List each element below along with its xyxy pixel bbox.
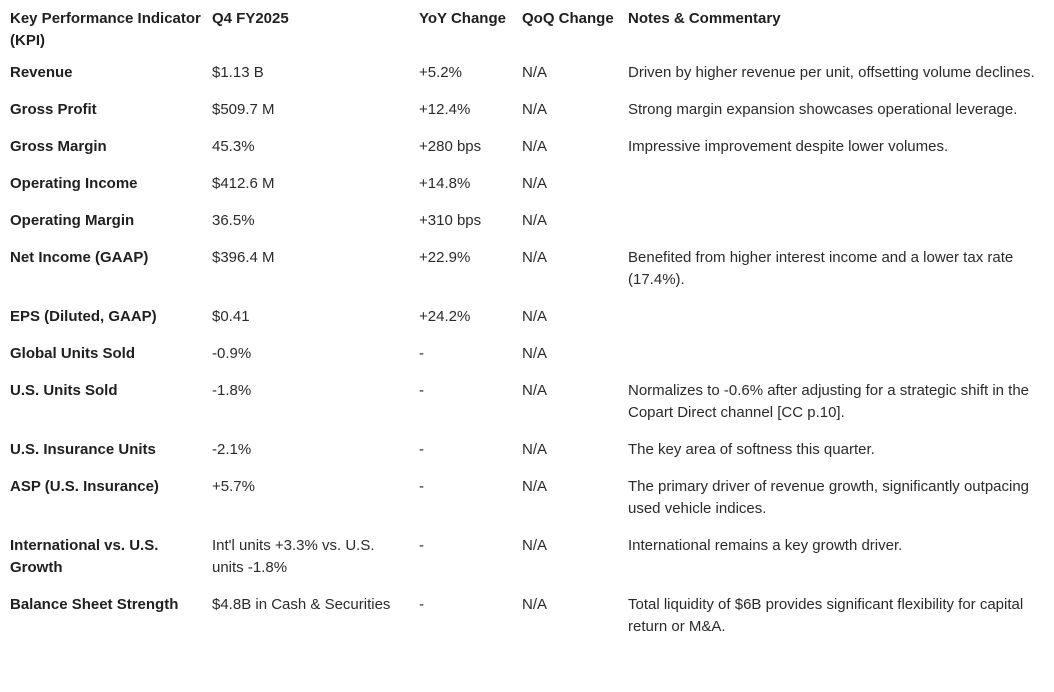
yoy-cell: +280 bps bbox=[419, 138, 482, 155]
header-yoy-change: YoY Change bbox=[419, 10, 506, 27]
kpi-cell: International vs. U.S. Growth bbox=[10, 537, 159, 576]
notes-cell: Impressive improvement despite lower volumes. bbox=[628, 138, 949, 155]
table-row bbox=[0, 241, 1054, 300]
kpi-cell: Balance Sheet Strength bbox=[10, 596, 179, 613]
qoq-cell: N/A bbox=[522, 308, 548, 325]
value-cell: $509.7 M bbox=[212, 101, 275, 118]
value-cell: $4.8B in Cash & Securities bbox=[212, 596, 391, 613]
notes-cell: Total liquidity of $6B provides significant flexibility for capital return or M&A. bbox=[628, 596, 1024, 635]
yoy-cell: +24.2% bbox=[419, 308, 471, 325]
table-row bbox=[0, 130, 1054, 167]
kpi-cell: Operating Margin bbox=[10, 212, 135, 229]
header-notes: Notes & Commentary bbox=[628, 10, 781, 27]
yoy-cell: - bbox=[419, 382, 424, 399]
kpi-cell: Gross Profit bbox=[10, 101, 97, 118]
table-header bbox=[0, 0, 1054, 56]
kpi-cell: U.S. Insurance Units bbox=[10, 441, 156, 458]
kpi-cell: EPS (Diluted, GAAP) bbox=[10, 308, 157, 325]
qoq-cell: N/A bbox=[522, 212, 548, 229]
value-cell: Int'l units +3.3% vs. U.S. units -1.8% bbox=[212, 537, 375, 576]
qoq-cell: N/A bbox=[522, 441, 548, 458]
table-row bbox=[0, 374, 1054, 433]
notes-cell bbox=[618, 337, 1054, 374]
qoq-cell: N/A bbox=[522, 596, 548, 613]
table-row bbox=[0, 433, 1054, 470]
kpi-cell: Gross Margin bbox=[10, 138, 107, 155]
notes-cell bbox=[618, 167, 1054, 204]
table-row bbox=[0, 529, 1054, 588]
notes-cell: Strong margin expansion showcases operational leverage. bbox=[628, 101, 1018, 118]
notes-cell: International remains a key growth driver. bbox=[628, 537, 903, 554]
value-cell: -1.8% bbox=[212, 382, 252, 399]
yoy-cell: +310 bps bbox=[419, 212, 482, 229]
yoy-cell: - bbox=[419, 478, 424, 495]
qoq-cell: N/A bbox=[522, 138, 548, 155]
qoq-cell: N/A bbox=[522, 64, 548, 81]
qoq-cell: N/A bbox=[522, 175, 548, 192]
table-body bbox=[0, 56, 1054, 647]
qoq-cell: N/A bbox=[522, 382, 548, 399]
value-cell: $396.4 M bbox=[212, 249, 275, 266]
table-row bbox=[0, 588, 1054, 647]
value-cell: 45.3% bbox=[212, 138, 255, 155]
qoq-cell: N/A bbox=[522, 537, 548, 554]
qoq-cell: N/A bbox=[522, 345, 548, 362]
qoq-cell: N/A bbox=[522, 101, 548, 118]
value-cell: -2.1% bbox=[212, 441, 252, 458]
kpi-cell: Operating Income bbox=[10, 175, 138, 192]
notes-cell bbox=[618, 204, 1054, 241]
notes-cell bbox=[618, 300, 1054, 337]
qoq-cell: N/A bbox=[522, 249, 548, 266]
value-cell: -0.9% bbox=[212, 345, 252, 362]
header-q4-fy2025: Q4 FY2025 bbox=[212, 10, 289, 27]
header-row bbox=[0, 0, 1054, 56]
kpi-cell: Revenue bbox=[10, 64, 73, 81]
yoy-cell: +22.9% bbox=[419, 249, 471, 266]
table-row bbox=[0, 470, 1054, 529]
notes-cell: Driven by higher revenue per unit, offsetting volume declines. bbox=[628, 64, 1035, 81]
yoy-cell: - bbox=[419, 596, 424, 613]
table-row bbox=[0, 167, 1054, 204]
table-row bbox=[0, 93, 1054, 130]
kpi-cell: Net Income (GAAP) bbox=[10, 249, 149, 266]
yoy-cell: +12.4% bbox=[419, 101, 471, 118]
notes-cell: Benefited from higher interest income and a lower tax rate (17.4%). bbox=[628, 249, 1014, 288]
table-row bbox=[0, 337, 1054, 374]
value-cell: $1.13 B bbox=[212, 64, 264, 81]
kpi-cell: Global Units Sold bbox=[10, 345, 136, 362]
table-row bbox=[0, 300, 1054, 337]
table-row bbox=[0, 56, 1054, 93]
notes-cell: The key area of softness this quarter. bbox=[628, 441, 875, 458]
notes-cell: Normalizes to -0.6% after adjusting for a strategic shift in the Copart Direct channel [CC p.10]. bbox=[628, 382, 1030, 421]
table-row bbox=[0, 204, 1054, 241]
yoy-cell: +14.8% bbox=[419, 175, 471, 192]
notes-cell: The primary driver of revenue growth, significantly outpacing used vehicle indices. bbox=[628, 478, 1030, 517]
kpi-cell: U.S. Units Sold bbox=[10, 382, 118, 399]
yoy-cell: +5.2% bbox=[419, 64, 462, 81]
value-cell: $412.6 M bbox=[212, 175, 275, 192]
qoq-cell: N/A bbox=[522, 478, 548, 495]
header-qoq-change: QoQ Change bbox=[522, 10, 614, 27]
value-cell: $0.41 bbox=[212, 308, 250, 325]
yoy-cell: - bbox=[419, 345, 424, 362]
value-cell: 36.5% bbox=[212, 212, 255, 229]
kpi-cell: ASP (U.S. Insurance) bbox=[10, 478, 159, 495]
header-kpi: Key Performance Indicator (KPI) bbox=[10, 10, 201, 49]
yoy-cell: - bbox=[419, 537, 424, 554]
yoy-cell: - bbox=[419, 441, 424, 458]
value-cell: +5.7% bbox=[212, 478, 255, 495]
